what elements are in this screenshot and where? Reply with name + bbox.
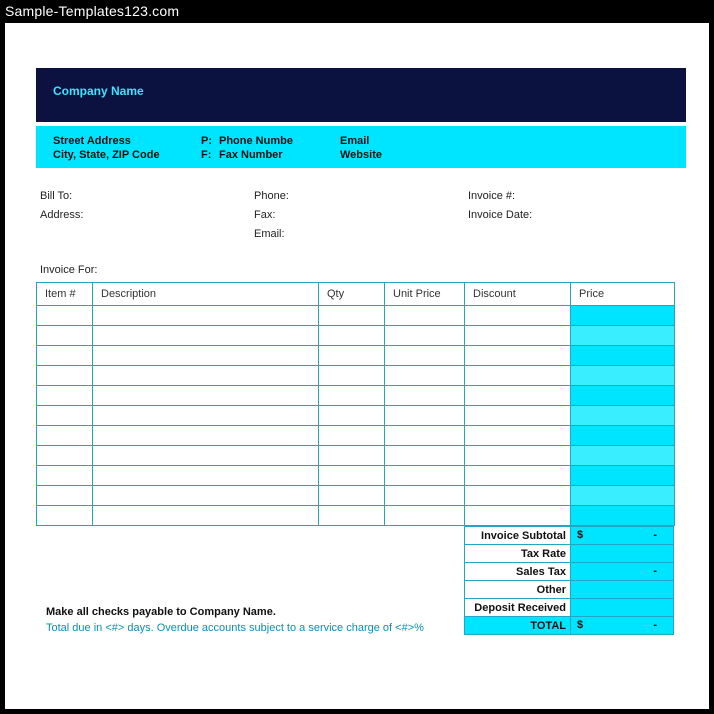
unit-price-cell[interactable] [385, 326, 465, 346]
table-row [37, 406, 675, 426]
unit-price-cell[interactable] [385, 346, 465, 366]
table-row [37, 326, 675, 346]
unit-price-cell[interactable] [385, 466, 465, 486]
item-number-cell[interactable] [37, 426, 93, 446]
discount-cell[interactable] [465, 406, 571, 426]
checks-payable-note: Make all checks payable to Company Name. [46, 606, 276, 618]
price-cell[interactable] [571, 446, 675, 466]
unit-price-cell[interactable] [385, 366, 465, 386]
items-header-row [37, 283, 675, 306]
deposit-row [465, 599, 674, 617]
qty-cell[interactable] [319, 486, 385, 506]
col-qty: Qty [319, 283, 385, 306]
col-description: Description [93, 283, 319, 306]
col-unit-price: Unit Price [385, 283, 465, 306]
invoice-date-label: Invoice Date: [468, 209, 533, 221]
total-value-cell[interactable] [571, 617, 674, 635]
subtotal-label: Invoice Subtotal [465, 527, 571, 545]
email-label: Email: [254, 228, 285, 240]
other-row [465, 581, 674, 599]
item-number-cell[interactable] [37, 366, 93, 386]
deposit-label: Deposit Received [465, 599, 571, 617]
subtotal-value: - [653, 529, 657, 541]
other-label: Other [465, 581, 571, 599]
qty-cell[interactable] [319, 386, 385, 406]
table-row [37, 386, 675, 406]
price-cell[interactable] [571, 486, 675, 506]
discount-cell[interactable] [465, 386, 571, 406]
subtotal-currency: $ [577, 529, 584, 541]
discount-cell[interactable] [465, 446, 571, 466]
total-currency: $ [577, 619, 584, 631]
phone-number: Phone Numbe [219, 135, 293, 147]
discount-cell[interactable] [465, 346, 571, 366]
deposit-value-cell[interactable] [571, 599, 674, 617]
item-number-cell[interactable] [37, 346, 93, 366]
qty-cell[interactable] [319, 326, 385, 346]
qty-cell[interactable] [319, 346, 385, 366]
subtotal-row [465, 527, 674, 545]
phone-prefix: P: [201, 135, 212, 147]
qty-cell[interactable] [319, 406, 385, 426]
unit-price-cell[interactable] [385, 506, 465, 526]
table-row [37, 426, 675, 446]
description-cell[interactable] [93, 446, 319, 466]
price-cell[interactable] [571, 306, 675, 326]
qty-cell[interactable] [319, 466, 385, 486]
description-cell[interactable] [93, 406, 319, 426]
price-cell[interactable] [571, 326, 675, 346]
discount-cell[interactable] [465, 366, 571, 386]
sales-tax-value: - [653, 565, 657, 577]
total-value: - [653, 619, 657, 631]
item-number-cell[interactable] [37, 506, 93, 526]
subtotal-value-cell[interactable] [571, 527, 674, 545]
qty-cell[interactable] [319, 506, 385, 526]
total-label: TOTAL [465, 617, 571, 635]
col-item-number: Item # [37, 283, 93, 306]
description-cell[interactable] [93, 306, 319, 326]
description-cell[interactable] [93, 466, 319, 486]
sales-tax-label: Sales Tax [465, 563, 571, 581]
price-cell[interactable] [571, 346, 675, 366]
unit-price-cell[interactable] [385, 426, 465, 446]
qty-cell[interactable] [319, 306, 385, 326]
tax-rate-value-cell[interactable] [571, 545, 674, 563]
address-label: Address: [40, 209, 84, 221]
description-cell[interactable] [93, 386, 319, 406]
price-cell[interactable] [571, 386, 675, 406]
email: Email [340, 135, 370, 147]
discount-cell[interactable] [465, 426, 571, 446]
description-cell[interactable] [93, 486, 319, 506]
qty-cell[interactable] [319, 366, 385, 386]
fax-number: Fax Number [219, 149, 283, 161]
item-number-cell[interactable] [37, 466, 93, 486]
discount-cell[interactable] [465, 326, 571, 346]
discount-cell[interactable] [465, 306, 571, 326]
city-state-zip: City, State, ZIP Code [53, 149, 160, 161]
unit-price-cell[interactable] [385, 486, 465, 506]
fax-label: Fax: [254, 209, 276, 221]
fax-prefix: F: [201, 149, 212, 161]
price-cell[interactable] [571, 506, 675, 526]
discount-cell[interactable] [465, 486, 571, 506]
price-cell[interactable] [571, 466, 675, 486]
discount-cell[interactable] [465, 466, 571, 486]
tax-rate-label: Tax Rate [465, 545, 571, 563]
website: Website [340, 149, 382, 161]
items-body [37, 306, 675, 526]
items-table [36, 282, 675, 526]
table-row [37, 306, 675, 326]
unit-price-cell[interactable] [385, 446, 465, 466]
payment-terms-note: Total due in <#> days. Overdue accounts subject to a service charge of <#>% [46, 622, 424, 634]
description-cell[interactable] [93, 426, 319, 446]
sales-tax-row [465, 563, 674, 581]
description-cell[interactable] [93, 346, 319, 366]
description-cell[interactable] [93, 366, 319, 386]
item-number-cell[interactable] [37, 446, 93, 466]
table-row [37, 366, 675, 386]
sales-tax-value-cell[interactable] [571, 563, 674, 581]
price-cell[interactable] [571, 426, 675, 446]
table-row [37, 486, 675, 506]
invoice-number-label: Invoice #: [468, 190, 516, 202]
item-number-cell[interactable] [37, 406, 93, 426]
table-row [37, 506, 675, 526]
qty-cell[interactable] [319, 426, 385, 446]
tax-rate-row [465, 545, 674, 563]
table-row [37, 466, 675, 486]
unit-price-cell[interactable] [385, 386, 465, 406]
description-cell[interactable] [93, 326, 319, 346]
table-row [37, 346, 675, 366]
discount-cell[interactable] [465, 506, 571, 526]
total-row [465, 617, 674, 635]
item-number-cell[interactable] [37, 326, 93, 346]
qty-cell[interactable] [319, 446, 385, 466]
watermark: Sample-Templates123.com [5, 3, 180, 19]
street-address: Street Address [53, 135, 131, 147]
item-number-cell[interactable] [37, 306, 93, 326]
description-cell[interactable] [93, 506, 319, 526]
totals-table [464, 526, 674, 635]
item-number-cell[interactable] [37, 386, 93, 406]
col-discount: Discount [465, 283, 571, 306]
price-cell[interactable] [571, 366, 675, 386]
company-name: Company Name [53, 84, 144, 98]
invoice-for-label: Invoice For: [40, 264, 98, 276]
table-row [37, 446, 675, 466]
bill-to-label: Bill To: [40, 190, 73, 202]
item-number-cell[interactable] [37, 486, 93, 506]
phone-label: Phone: [254, 190, 289, 202]
unit-price-cell[interactable] [385, 406, 465, 426]
other-value-cell[interactable] [571, 581, 674, 599]
price-cell[interactable] [571, 406, 675, 426]
col-price: Price [571, 283, 675, 306]
unit-price-cell[interactable] [385, 306, 465, 326]
